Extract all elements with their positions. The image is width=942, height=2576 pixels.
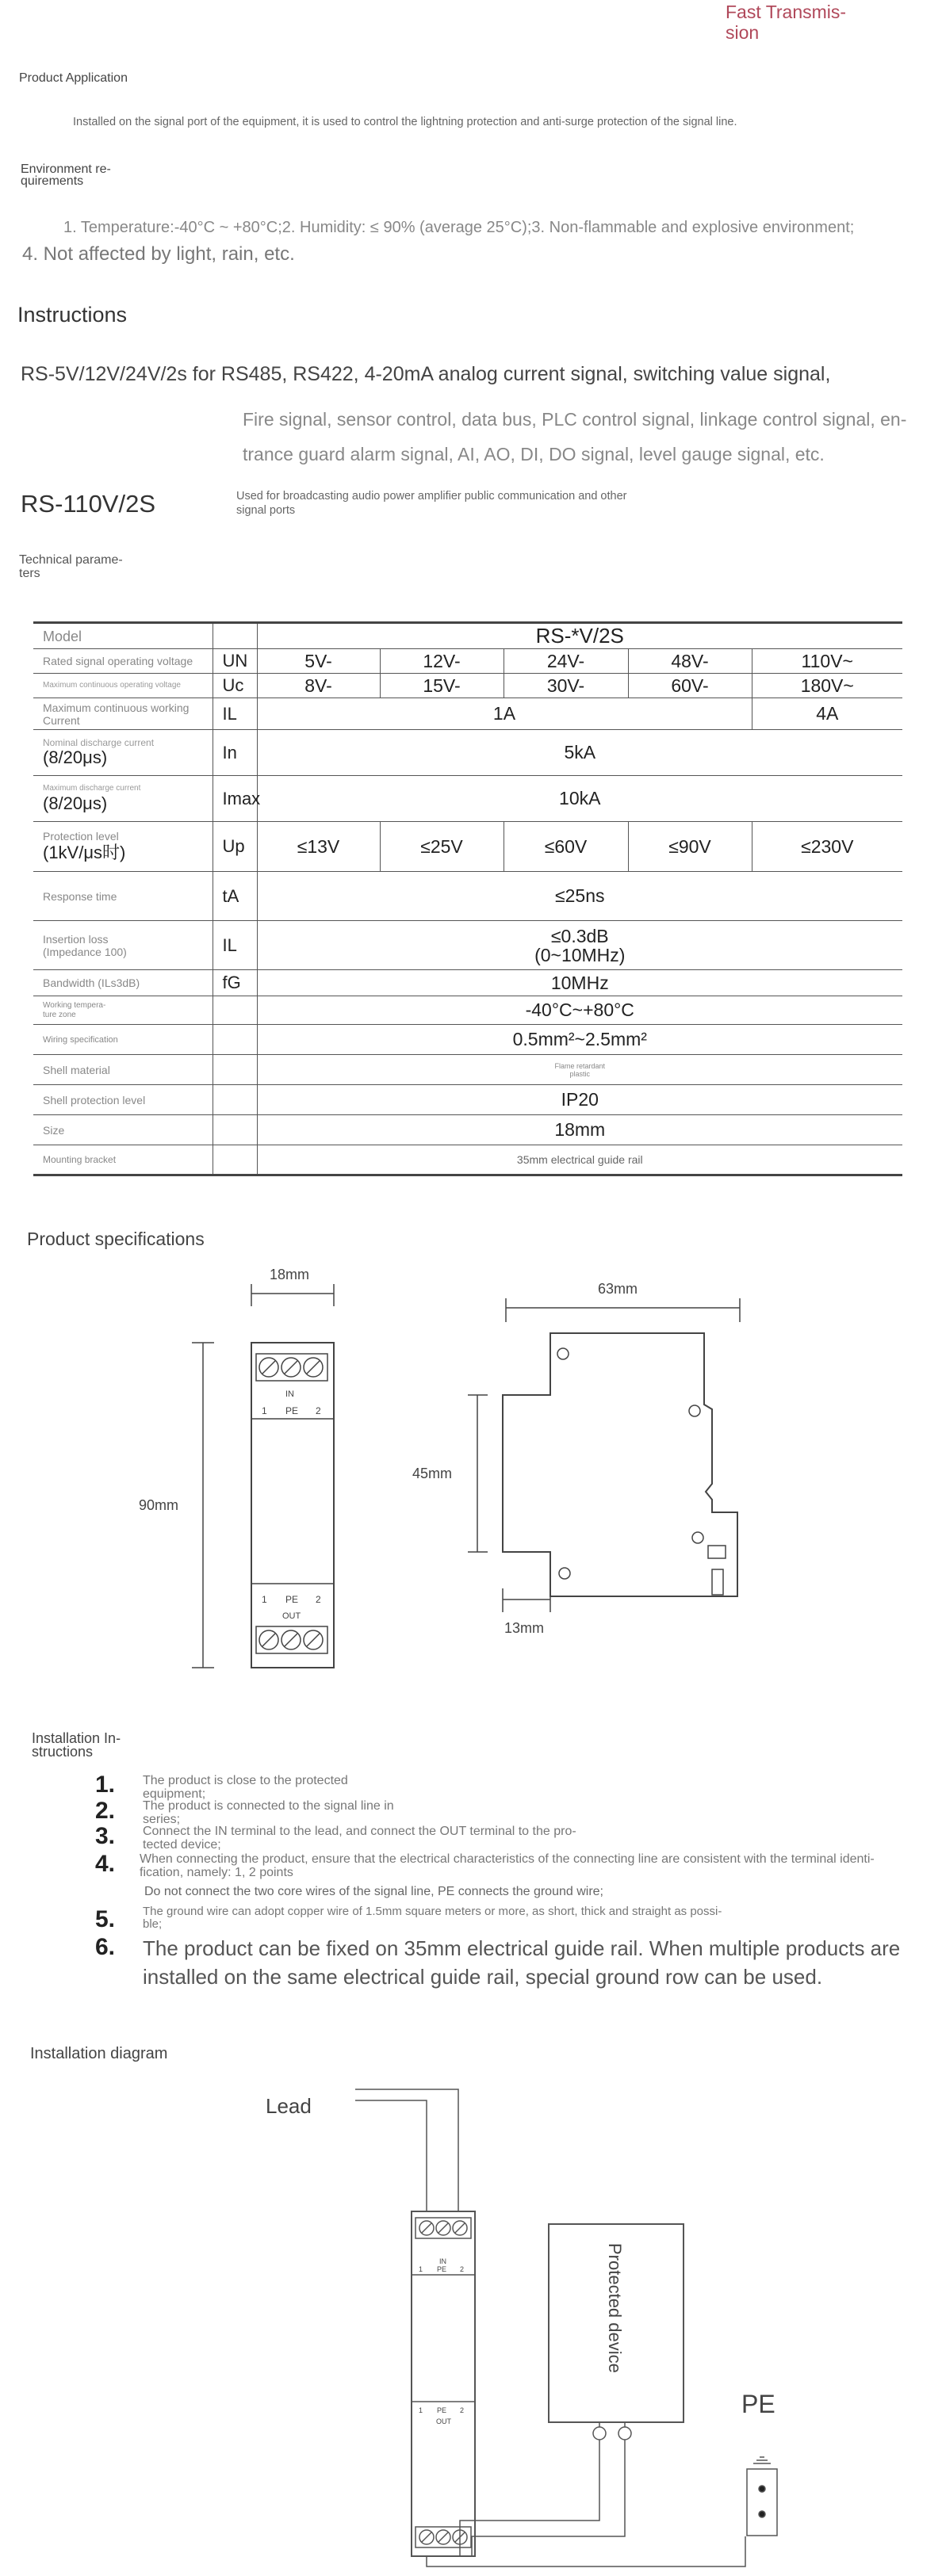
row-label: Response time — [33, 872, 213, 921]
pin-pe-label-bottom: PE — [285, 1594, 299, 1605]
step-text: When connecting the product, ensure that the electrical characteristics of the connecting line are consistent with the terminal identi- fication, namely: 1, 2 points — [140, 1852, 875, 1879]
symbol-cell — [213, 1145, 257, 1175]
technical-parameters-table — [33, 621, 902, 1176]
symbol-cell: tA — [213, 872, 257, 921]
out-label: OUT — [282, 1611, 301, 1621]
table-row — [33, 649, 902, 674]
table-row — [33, 1145, 902, 1175]
row-label-text: Insertion loss — [43, 932, 109, 946]
value-cell: Flame retardant plastic — [257, 1055, 902, 1085]
symbol-cell: UN — [213, 649, 257, 674]
width-label: 18mm — [270, 1267, 310, 1282]
specs-heading: Product specifications — [27, 1229, 205, 1249]
table-row — [33, 1025, 902, 1055]
value-cell: 18mm — [257, 1115, 902, 1145]
value-cell: 180V~ — [752, 674, 902, 698]
row-label: Size — [33, 1115, 213, 1145]
depth-label: 63mm — [598, 1281, 638, 1297]
step-number: 4. — [95, 1851, 116, 1877]
value-cell: 110V~ — [752, 649, 902, 674]
instructions-heading: Instructions — [17, 303, 128, 327]
row-label: Maximum continuous operating voltage — [33, 674, 213, 698]
row-label: Shell material — [33, 1055, 213, 1085]
row-label — [33, 776, 213, 822]
step-number: 2. — [95, 1798, 116, 1824]
value-cell: 5kA — [257, 730, 902, 776]
value-cell: ≤230V — [752, 822, 902, 872]
row-label: Mounting bracket — [33, 1145, 213, 1175]
value-cell: 15V- — [380, 674, 504, 698]
protected-device-label: Protected device — [605, 2243, 625, 2373]
application-heading: Product Application — [19, 71, 128, 85]
offset-label: 13mm — [504, 1620, 545, 1636]
pin-2-label: 2 — [460, 2265, 465, 2273]
symbol-cell: In — [213, 730, 257, 776]
model-110v: RS-110V/2S — [21, 490, 156, 518]
symbol-cell: Imax — [213, 776, 257, 822]
table-row — [33, 1115, 902, 1145]
symbol-cell — [213, 1115, 257, 1145]
row-label: Maximum continuous working Current — [33, 698, 213, 730]
row-label-text: Maximum discharge current — [43, 783, 141, 793]
value-cell: 1A — [257, 698, 752, 730]
value-cell: 35mm electrical guide rail — [257, 1145, 902, 1175]
table-row — [33, 921, 902, 970]
pin-2-label: 2 — [316, 1405, 321, 1416]
row-label-paren: (1kV/μs时) — [43, 843, 126, 862]
pin-1-label: 1 — [419, 2265, 423, 2273]
value-cell: ≤13V — [257, 822, 380, 872]
pin-pe-label: PE — [285, 1405, 299, 1416]
value-cell: 60V- — [628, 674, 752, 698]
symbol-cell — [213, 623, 257, 649]
row-label — [33, 921, 213, 970]
instructions-line2: Fire signal, sensor control, data bus, PLC control signal, linkage control signal, en- — [243, 409, 907, 430]
row-label: Shell protection level — [33, 1085, 213, 1115]
model-110v-text: Used for broadcasting audio power amplifier public communication and other signal ports — [236, 490, 627, 517]
table-row — [33, 1055, 902, 1085]
table-row — [33, 822, 902, 872]
row-label — [33, 822, 213, 872]
value-cell: ≤60V — [504, 822, 628, 872]
step-text: The product can be fixed on 35mm electrical guide rail. When multiple products are installed on the same electrical guide rail, special ground row can be used. — [143, 1936, 901, 1989]
row-label: Bandwidth (ILs3dB) — [33, 970, 213, 996]
symbol-cell: fG — [213, 970, 257, 996]
table-row — [33, 996, 902, 1025]
pin-pe-label: PE — [437, 2265, 447, 2273]
environment-line2: 4. Not affected by light, rain, etc. — [22, 243, 295, 265]
value-cell: 12V- — [380, 649, 504, 674]
value-cell: 48V- — [628, 649, 752, 674]
value-cell: 5V- — [257, 649, 380, 674]
pin-1-label-bottom: 1 — [262, 1594, 267, 1605]
value-cell: -40°C~+80°C — [257, 996, 902, 1025]
step-text: The product is connected to the signal line in series; — [143, 1799, 394, 1826]
pin-2-label-bottom: 2 — [460, 2406, 465, 2414]
row-label-paren: (8/20μs) — [43, 793, 108, 813]
table-row — [33, 730, 902, 776]
row-label — [33, 730, 213, 776]
pin-pe-label-bottom: PE — [437, 2406, 447, 2414]
installation-heading: Installation In- structions — [32, 1730, 121, 1760]
row-label-sub: (Impedance 100) — [43, 945, 127, 958]
table-row — [33, 872, 902, 921]
value-cell: ≤25V — [380, 822, 504, 872]
installation-wiring-diagram — [0, 2077, 942, 2576]
value-cell: ≤90V — [628, 822, 752, 872]
value-cell: ≤0.3dB (0~10MHz) — [257, 921, 902, 970]
in-label: IN — [285, 1389, 294, 1399]
table-row — [33, 1085, 902, 1115]
in-label: IN — [439, 2257, 446, 2265]
environment-line1: 1. Temperature:-40°C ~ +80°C;2. Humidity: ≤ 90% (average 25°C);3. Non-flammable and explosive environment; — [63, 219, 855, 236]
table-row — [33, 698, 902, 730]
step-number: 6. — [95, 1934, 116, 1960]
pin-1-label: 1 — [262, 1405, 267, 1416]
table-row — [33, 970, 902, 996]
environment-heading: Environment re- quirements — [21, 162, 111, 188]
model-value: RS-*V/2S — [257, 623, 902, 649]
lead-label: Lead — [266, 2094, 312, 2118]
row-label: Working tempera- ture zone — [33, 996, 213, 1025]
value-cell: ≤25ns — [257, 872, 902, 921]
symbol-cell — [213, 996, 257, 1025]
table-row — [33, 776, 902, 822]
value-cell: 4A — [752, 698, 902, 730]
diagram-heading: Installation diagram — [30, 2045, 168, 2062]
technical-heading: Technical parame- ters — [19, 553, 123, 580]
step-number: 5. — [95, 1906, 116, 1932]
pin-2-label-bottom: 2 — [316, 1594, 321, 1605]
instructions-line1: RS-5V/12V/24V/2s for RS485, RS422, 4-20mA analog current signal, switching value signal, — [21, 363, 831, 385]
value-cell: 10kA — [257, 776, 902, 822]
value-cell: 10MHz — [257, 970, 902, 996]
value-cell: IP20 — [257, 1085, 902, 1115]
brand-title: Fast Transmis- sion — [726, 2, 847, 43]
step-text: Connect the IN terminal to the lead, and connect the OUT terminal to the pro- tected device; — [143, 1825, 576, 1852]
step-number: 3. — [95, 1823, 116, 1849]
row-label-paren: (8/20μs) — [43, 747, 108, 767]
row-label-text: Nominal discharge current — [43, 736, 155, 748]
step-text: The ground wire can adopt copper wire of 1.5mm square meters or more, as short, thick and straight as possi- ble; — [143, 1905, 722, 1931]
product-dimension-drawing — [0, 1260, 942, 1704]
symbol-cell — [213, 1025, 257, 1055]
symbol-cell: IL — [213, 921, 257, 970]
out-label: OUT — [436, 2417, 451, 2425]
pe-label: PE — [741, 2390, 775, 2418]
value-cell: 8V- — [257, 674, 380, 698]
value-cell: 30V- — [504, 674, 628, 698]
value-cell: 0.5mm²~2.5mm² — [257, 1025, 902, 1055]
pin-1-label-bottom: 1 — [419, 2406, 423, 2414]
symbol-cell: IL — [213, 698, 257, 730]
height2-label: 45mm — [412, 1466, 453, 1481]
height-label: 90mm — [139, 1497, 179, 1513]
table-row — [33, 674, 902, 698]
row-label: Rated signal operating voltage — [33, 649, 213, 674]
symbol-cell — [213, 1055, 257, 1085]
symbol-cell: Up — [213, 822, 257, 872]
symbol-cell: Uc — [213, 674, 257, 698]
value-cell: 24V- — [504, 649, 628, 674]
table-row — [33, 623, 902, 649]
step-number: 1. — [95, 1771, 116, 1798]
application-text: Installed on the signal port of the equipment, it is used to control the lightning protection and anti-surge protection of the signal line. — [73, 116, 737, 128]
row-label: Model — [33, 623, 213, 649]
step-text: The product is close to the protected equipment; — [143, 1774, 348, 1801]
instructions-line3: trance guard alarm signal, AI, AO, DI, DO signal, level gauge signal, etc. — [243, 444, 825, 464]
row-label: Wiring specification — [33, 1025, 213, 1055]
row-label-text: Protection level — [43, 830, 119, 843]
step-text-note: Do not connect the two core wires of the signal line, PE connects the ground wire; — [144, 1885, 603, 1898]
symbol-cell — [213, 1085, 257, 1115]
